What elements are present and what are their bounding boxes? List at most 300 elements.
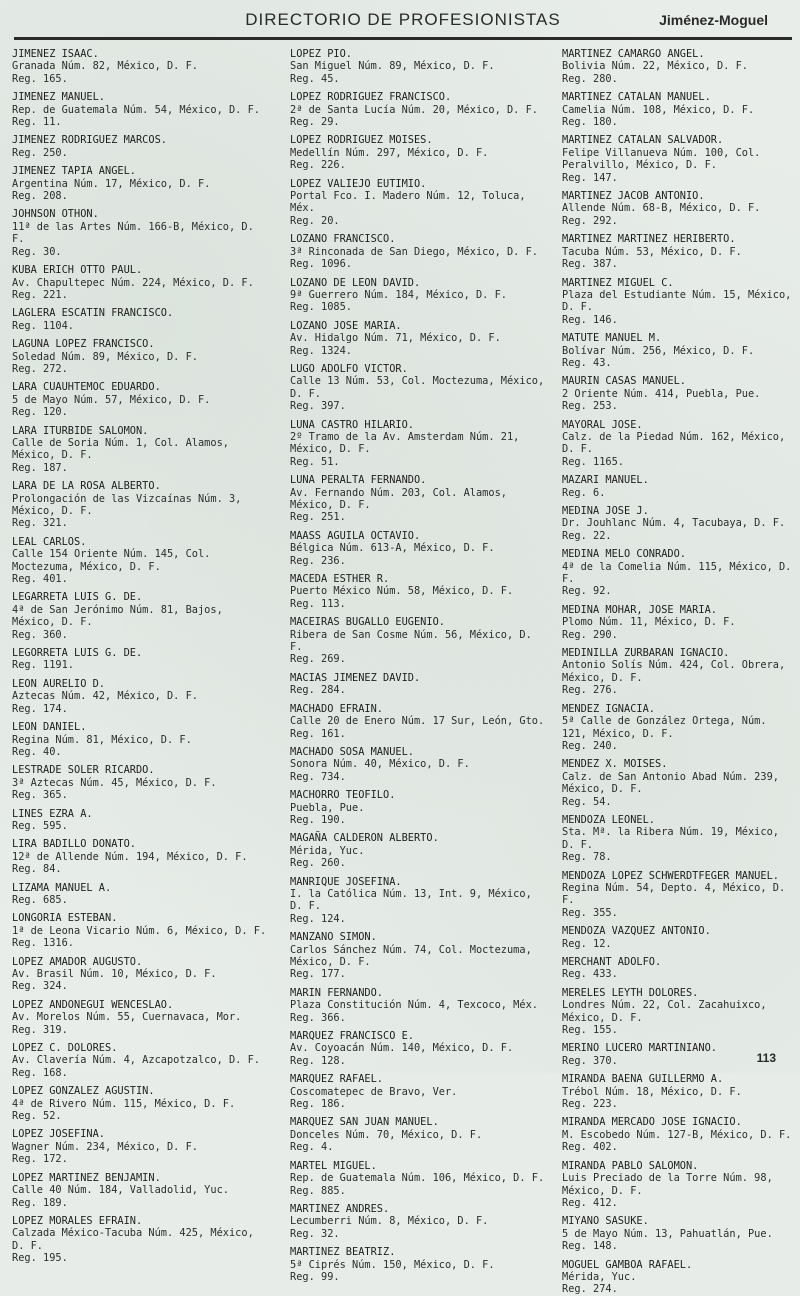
entry-registration: Reg. 51.	[290, 455, 340, 468]
entry-name: MARQUEZ FRANCISCO E.	[290, 1030, 414, 1043]
entry-name: JIMENEZ TAPIA ANGEL.	[12, 165, 136, 178]
directory-entry	[290, 419, 545, 469]
directory-entry	[290, 876, 545, 926]
directory-entry	[562, 474, 794, 499]
entry-address: 3ª Aztecas Núm. 45, México, D. F.	[12, 776, 217, 789]
entry-name: MOGUEL GAMBOA RAFAEL.	[562, 1258, 693, 1271]
directory-entry	[12, 956, 270, 993]
directory-entry	[290, 1203, 545, 1240]
entry-name: LAGLERA ESCATIN FRANCISCO.	[12, 307, 174, 320]
entry-registration: Reg. 387.	[562, 258, 618, 271]
entry-name: MAZARI MANUEL.	[562, 474, 649, 487]
entry-registration: Reg. 734.	[290, 770, 346, 783]
directory-entry	[12, 91, 270, 128]
entry-registration: Reg. 276.	[562, 684, 618, 697]
entry-registration: Reg. 226.	[290, 159, 346, 172]
entry-name: LOZANO JOSE MARIA.	[290, 319, 402, 332]
entry-name: LIZAMA MANUEL A.	[12, 881, 112, 894]
directory-entry	[12, 536, 270, 586]
directory-entry	[562, 925, 794, 950]
entry-registration: Reg. 6.	[562, 486, 606, 499]
entry-registration: Reg. 128.	[290, 1054, 346, 1067]
directory-entry	[562, 758, 794, 808]
entry-registration: Reg. 29.	[290, 116, 340, 129]
directory-entry	[562, 1160, 794, 1210]
entry-name: MARTINEZ ANDRES.	[290, 1202, 390, 1215]
entry-name: MANZANO SIMON.	[290, 931, 377, 944]
entry-name: LOPEZ VALIEJO EUTIMIO.	[290, 177, 427, 190]
entry-address: Av. Clavería Núm. 4, Azcapotzalco, D. F.	[12, 1054, 260, 1067]
entry-name: LOPEZ JOSEFINA.	[12, 1128, 105, 1141]
entry-registration: Reg. 30.	[12, 245, 62, 258]
entry-name: MARTEL MIGUEL.	[290, 1159, 377, 1172]
entry-address: Av. Morelos Núm. 55, Cuernavaca, Mor.	[12, 1011, 242, 1024]
entry-name: MAGAÑA CALDERON ALBERTO.	[290, 832, 439, 845]
entry-address: Prolongación de las Vizcaínas Núm. 3, México, D. F.	[12, 492, 242, 517]
entry-address: Regina Núm. 81, México, D. F.	[12, 733, 192, 746]
entry-registration: Reg. 250.	[12, 146, 68, 159]
entry-name: LEON AURELIO D.	[12, 677, 105, 690]
entry-name: MATUTE MANUEL M.	[562, 332, 662, 345]
entry-name: LUNA PERALTA FERNANDO.	[290, 474, 427, 487]
entry-name: MENDOZA LOPEZ SCHWERDTFEGER MANUEL.	[562, 869, 779, 882]
entry-registration: Reg. 355.	[562, 906, 618, 919]
name-range: Jiménez-Moguel	[659, 12, 768, 28]
directory-entry	[562, 1259, 794, 1296]
entry-registration: Reg. 595.	[12, 819, 68, 832]
entry-registration: Reg. 99.	[290, 1270, 340, 1283]
entry-registration: Reg. 290.	[562, 628, 618, 641]
entry-registration: Reg. 54.	[562, 795, 612, 808]
entry-address: Bolivia Núm. 22, México, D. F.	[562, 60, 748, 73]
directory-entry	[562, 870, 794, 920]
entry-address: Av. Fernando Núm. 203, Col. Alamos, México, D. F.	[290, 486, 507, 511]
entry-name: MERELES LEYTH DOLORES.	[562, 986, 699, 999]
header-rule	[14, 37, 792, 40]
directory-entry	[562, 703, 794, 753]
entry-registration: Reg. 1324.	[290, 344, 352, 357]
entry-address: Wagner Núm. 234, México, D. F.	[12, 1140, 198, 1153]
entry-name: MACHADO EFRAIN.	[290, 702, 383, 715]
entry-name: JOHNSON OTHON.	[12, 208, 99, 221]
directory-entry	[562, 604, 794, 641]
entry-address: 3ª Rinconada de San Diego, México, D. F.	[290, 245, 538, 258]
entry-name: MACEIRAS BUGALLO EUGENIO.	[290, 616, 445, 629]
entry-address: Dr. Jouhlanc Núm. 4, Tacubaya, D. F.	[562, 517, 786, 530]
entry-registration: Reg. 40.	[12, 745, 62, 758]
entry-registration: Reg. 4.	[290, 1141, 334, 1154]
entry-registration: Reg. 78.	[562, 851, 612, 864]
directory-entry	[12, 647, 270, 672]
entry-address: Donceles Núm. 70, México, D. F.	[290, 1128, 483, 1141]
entry-name: LOPEZ ANDONEGUI WENCESLAO.	[12, 998, 174, 1011]
entry-address: 4ª de San Jerónimo Núm. 81, Bajos, México, D. F.	[12, 603, 223, 629]
directory-entry	[12, 721, 270, 758]
entry-name: LOPEZ MORALES EFRAIN.	[12, 1214, 143, 1227]
entry-name: LOZANO FRANCISCO.	[290, 233, 396, 246]
entry-registration: Reg. 147.	[562, 171, 618, 184]
entry-address: Mérida, Yuc.	[290, 844, 365, 857]
entry-address: Felipe Villanueva Núm. 100, Col. Peralvillo, México, D. F.	[562, 146, 761, 172]
directory-entry	[562, 1116, 794, 1153]
entry-registration: Reg. 221.	[12, 288, 68, 301]
entry-address: 5 de Mayo Núm. 57, México, D. F.	[12, 393, 211, 406]
directory-entry	[12, 1042, 270, 1079]
entry-address: Carlos Sánchez Núm. 74, Col. Moctezuma, México, D. F.	[290, 943, 532, 968]
entry-address: 5ª Ciprés Núm. 150, México, D. F.	[290, 1258, 495, 1271]
directory-entry	[562, 419, 794, 469]
entry-name: MIRANDA BAENA GUILLERMO A.	[562, 1073, 724, 1086]
entry-registration: Reg. 412.	[562, 1196, 618, 1209]
entry-address: Calle 154 Oriente Núm. 145, Col. Moctezuma, México, D. F.	[12, 548, 211, 573]
directory-entry	[12, 1215, 270, 1265]
directory-entry	[12, 999, 270, 1036]
entry-address: Antonio Solís Núm. 424, Col. Obrera, México, D. F.	[562, 659, 786, 684]
entry-name: JIMENEZ RODRIGUEZ MARCOS.	[12, 134, 167, 147]
directory-entry	[12, 591, 270, 641]
entry-address: Calle 13 Núm. 53, Col. Moctezuma, México, D. F.	[290, 375, 545, 400]
entry-address: Aztecas Núm. 42, México, D. F.	[12, 690, 198, 703]
entry-name: LIRA BADILLO DONATO.	[12, 838, 136, 851]
entry-registration: Reg. 155.	[562, 1024, 618, 1037]
entry-registration: Reg. 260.	[290, 857, 346, 870]
directory-entry	[290, 363, 545, 413]
directory-entry	[562, 233, 794, 270]
entry-name: LOPEZ PIO.	[290, 48, 352, 60]
directory-entry	[290, 178, 545, 228]
entry-name: MACEDA ESTHER R.	[290, 573, 390, 586]
entry-name: LEGORRETA LUIS G. DE.	[12, 647, 143, 660]
entry-registration: Reg. 174.	[12, 702, 68, 715]
directory-entry	[12, 838, 270, 875]
entry-registration: Reg. 187.	[12, 461, 68, 474]
directory-entry	[562, 1073, 794, 1110]
directory-entry	[562, 375, 794, 412]
directory-entry	[290, 530, 545, 567]
directory-entry	[290, 616, 545, 666]
column-3	[562, 48, 794, 1296]
entry-address: 12ª de Allende Núm. 194, México, D. F.	[12, 850, 248, 863]
entry-name: LOZANO DE LEON DAVID.	[290, 276, 421, 289]
directory-entry	[290, 1246, 545, 1283]
entry-address: Av. Hidalgo Núm. 71, México, D. F.	[290, 332, 501, 345]
entry-address: 4ª de la Comelia Núm. 115, México, D. F.	[562, 560, 792, 586]
entry-name: MAURIN CASAS MANUEL.	[562, 375, 686, 388]
entry-registration: Reg. 223.	[562, 1098, 618, 1111]
entry-name: MARIN FERNANDO.	[290, 986, 383, 999]
entry-registration: Reg. 1191.	[12, 659, 74, 672]
entry-name: MENDEZ IGNACIA.	[562, 702, 655, 715]
entry-address: Mérida, Yuc.	[562, 1270, 637, 1283]
directory-entry	[290, 931, 545, 981]
entry-name: LINES EZRA A.	[12, 807, 93, 820]
entry-name: MEDINA MOHAR, JOSE MARIA.	[562, 603, 717, 616]
entry-name: LUGO ADOLFO VICTOR.	[290, 362, 408, 375]
entry-address: 2ª de Santa Lucía Núm. 20, México, D. F.	[290, 103, 538, 116]
directory-entry	[562, 505, 794, 542]
entry-name: KUBA ERICH OTTO PAUL.	[12, 264, 143, 277]
directory-entry	[290, 320, 545, 357]
entry-name: LOPEZ AMADOR AUGUSTO.	[12, 955, 143, 968]
entry-registration: Reg. 22.	[562, 529, 612, 542]
directory-entry	[12, 381, 270, 418]
entry-registration: Reg. 43.	[562, 356, 612, 369]
entry-name: LOPEZ C. DOLORES.	[12, 1042, 118, 1055]
entry-name: LAGUNA LOPEZ FRANCISCO.	[12, 338, 155, 351]
entry-name: MARTINEZ MARTINEZ HERIBERTO.	[562, 233, 736, 246]
directory-entry	[290, 233, 545, 270]
entry-registration: Reg. 146.	[562, 313, 618, 326]
entry-name: LOPEZ MARTINEZ BENJAMIN.	[12, 1171, 161, 1184]
entry-address: 9ª Guerrero Núm. 184, México, D. F.	[290, 288, 507, 301]
entry-name: MARQUEZ SAN JUAN MANUEL.	[290, 1116, 439, 1129]
directory-entry	[562, 48, 794, 85]
directory-entry	[290, 746, 545, 783]
entry-registration: Reg. 113.	[290, 597, 346, 610]
entry-name: MAYORAL JOSE.	[562, 418, 643, 431]
entry-registration: Reg. 12.	[562, 937, 612, 950]
directory-entry	[290, 987, 545, 1024]
entry-registration: Reg. 52.	[12, 1110, 62, 1123]
entry-address: Tacuba Núm. 53, México, D. F.	[562, 245, 742, 258]
entry-address: Calzada México-Tacuba Núm. 425, México, D. F.	[12, 1227, 254, 1252]
entry-registration: Reg. 180.	[562, 116, 618, 129]
entry-registration: Reg. 84.	[12, 863, 62, 876]
entry-name: MENDOZA LEONEL.	[562, 813, 655, 826]
entry-registration: Reg. 1316.	[12, 937, 74, 950]
entry-registration: Reg. 240.	[562, 739, 618, 752]
directory-entry	[12, 264, 270, 301]
entry-registration: Reg. 397.	[290, 400, 346, 413]
entry-name: LARA DE LA ROSA ALBERTO.	[12, 480, 161, 493]
entry-registration: Reg. 366.	[290, 1011, 346, 1024]
entry-address: Calle de Soria Núm. 1, Col. Alamos, México, D. F.	[12, 436, 229, 462]
entry-registration: Reg. 402.	[562, 1141, 618, 1154]
entry-registration: Reg. 208.	[12, 190, 68, 203]
entry-address: Puerto México Núm. 58, México, D. F.	[290, 585, 514, 598]
entry-registration: Reg. 319.	[12, 1023, 68, 1036]
entry-address: Plaza Constitución Núm. 4, Texcoco, Méx.	[290, 999, 538, 1012]
directory-entry	[12, 1128, 270, 1165]
entry-name: MIRANDA PABLO SALOMON.	[562, 1159, 699, 1172]
entry-address: Calle 40 Núm. 184, Valladolid, Yuc.	[12, 1184, 229, 1197]
directory-entry	[562, 956, 794, 981]
directory-entry	[12, 882, 270, 907]
entry-registration: Reg. 190.	[290, 813, 346, 826]
entry-name: LESTRADE SOLER RICARDO.	[12, 764, 155, 777]
entry-name: MEDINA MELO CONRADO.	[562, 548, 686, 561]
entry-address: I. la Católica Núm. 13, Int. 9, México, D. F.	[290, 887, 532, 913]
entry-registration: Reg. 236.	[290, 554, 346, 567]
column-2	[290, 48, 545, 1283]
entry-name: MENDEZ X. MOISES.	[562, 758, 668, 771]
entry-registration: Reg. 280.	[562, 72, 618, 85]
entry-registration: Reg. 1104.	[12, 319, 74, 332]
entry-address: 5 de Mayo Núm. 13, Pahuatlán, Pue.	[562, 1227, 773, 1240]
entry-address: Av. Chapultepec Núm. 224, México, D. F.	[12, 276, 254, 289]
entry-registration: Reg. 92.	[562, 585, 612, 598]
directory-entry	[290, 832, 545, 869]
column-1	[12, 48, 270, 1265]
directory-entry	[290, 789, 545, 826]
entry-address: Av. Coyoacán Núm. 140, México, D. F.	[290, 1042, 514, 1055]
directory-entry	[12, 764, 270, 801]
entry-name: LOPEZ GONZALEZ AGUSTIN.	[12, 1085, 155, 1098]
entry-name: LEAL CARLOS.	[12, 535, 87, 548]
directory-entry	[290, 703, 545, 740]
directory-entry	[12, 338, 270, 375]
entry-name: JIMENEZ ISAAC.	[12, 48, 99, 60]
entry-address: Calz. de San Antonio Abad Núm. 239, México, D. F.	[562, 770, 779, 796]
entry-name: MENDOZA VAZQUEZ ANTONIO.	[562, 925, 711, 938]
entry-address: Rep. de Guatemala Núm. 106, México, D. F.	[290, 1172, 545, 1185]
entry-name: MANRIQUE JOSEFINA.	[290, 875, 402, 888]
directory-entry	[12, 678, 270, 715]
entry-name: MERINO LUCERO MARTINIANO.	[562, 1042, 717, 1055]
entry-address: M. Escobedo Núm. 127-B, México, D. F.	[562, 1128, 792, 1141]
entry-registration: Reg. 124.	[290, 912, 346, 925]
entry-registration: Reg. 195.	[12, 1252, 68, 1265]
entry-registration: Reg. 885.	[290, 1184, 346, 1197]
entry-address: Sonora Núm. 40, México, D. F.	[290, 758, 470, 771]
entry-name: LARA ITURBIDE SALOMON.	[12, 424, 149, 437]
entry-name: LOPEZ RODRIGUEZ FRANCISCO.	[290, 91, 452, 104]
directory-entry	[562, 190, 794, 227]
entry-address: Plaza del Estudiante Núm. 15, México, D. F.	[562, 288, 792, 314]
entry-registration: Reg. 324.	[12, 980, 68, 993]
entry-address: Argentina Núm. 17, México, D. F.	[12, 177, 211, 190]
entry-name: LEON DANIEL.	[12, 721, 87, 734]
entry-name: MACHORRO TEOFILO.	[290, 789, 396, 802]
entry-registration: Reg. 292.	[562, 214, 618, 227]
entry-name: JIMENEZ MANUEL.	[12, 91, 105, 104]
entry-registration: Reg. 433.	[562, 968, 618, 981]
entry-name: MACHADO SOSA MANUEL.	[290, 745, 414, 758]
directory-entry	[12, 480, 270, 530]
entry-registration: Reg. 165.	[12, 72, 68, 85]
entry-name: MARQUEZ RAFAEL.	[290, 1073, 383, 1086]
directory-entry	[12, 425, 270, 475]
entry-address: Ribera de San Cosme Núm. 56, México, D. F.	[290, 628, 532, 654]
entry-address: Lecumberri Núm. 8, México, D. F.	[290, 1215, 489, 1228]
entry-name: MIYANO SASUKE.	[562, 1215, 649, 1228]
entry-address: Bolívar Núm. 256, México, D. F.	[562, 344, 755, 357]
directory-entry	[12, 1085, 270, 1122]
entry-registration: Reg. 177.	[290, 968, 346, 981]
entry-address: 11ª de las Artes Núm. 166-B, México, D. F.	[12, 220, 254, 246]
entry-address: Sta. Mª. la Ribera Núm. 19, México, D. F.	[562, 826, 779, 851]
directory-entry	[290, 48, 545, 85]
entry-address: Coscomatepec de Bravo, Ver.	[290, 1085, 458, 1098]
entry-name: LARA CUAUHTEMOC EDUARDO.	[12, 381, 161, 394]
entry-registration: Reg. 685.	[12, 893, 68, 906]
entry-registration: Reg. 168.	[12, 1066, 68, 1079]
entry-registration: Reg. 45.	[290, 72, 340, 85]
entry-registration: Reg. 370.	[562, 1054, 618, 1067]
directory-entry	[562, 987, 794, 1037]
entry-registration: Reg. 274.	[562, 1283, 618, 1296]
entry-registration: Reg. 1085.	[290, 301, 352, 314]
entry-name: MEDINILLA ZURBARAN IGNACIO.	[562, 647, 730, 660]
entry-address: Av. Brasil Núm. 10, México, D. F.	[12, 968, 217, 980]
entry-address: 1ª de Leona Vicario Núm. 6, México, D. F.	[12, 924, 267, 937]
entry-address: Bélgica Núm. 613-A, México, D. F.	[290, 542, 495, 555]
entry-registration: Reg. 1165.	[562, 455, 624, 468]
entry-address: Portal Fco. I. Madero Núm. 12, Toluca, Méx.	[290, 190, 526, 215]
entry-address: Calle 20 de Enero Núm. 17 Sur, León, Gto.	[290, 715, 545, 728]
entry-registration: Reg. 321.	[12, 517, 68, 530]
directory-entry	[290, 1073, 545, 1110]
entry-address: 2 Oriente Núm. 414, Puebla, Pue.	[562, 387, 761, 400]
entry-address: Trébol Núm. 18, México, D. F.	[562, 1085, 742, 1098]
entry-address: Plomo Núm. 11, México, D. F.	[562, 616, 736, 629]
directory-entry	[290, 1160, 545, 1197]
entry-name: MARTINEZ CAMARGO ANGEL.	[562, 48, 705, 60]
entry-registration: Reg. 284.	[290, 684, 346, 697]
entry-name: MARTINEZ MIGUEL C.	[562, 276, 674, 289]
entry-address: Rep. de Guatemala Núm. 54, México, D. F.	[12, 103, 260, 116]
directory-entry	[562, 1215, 794, 1252]
entry-address: Puebla, Pue.	[290, 801, 365, 814]
entry-registration: Reg. 1096.	[290, 258, 352, 271]
directory-entry	[12, 165, 270, 202]
page-number: 113	[756, 1051, 776, 1065]
entry-address: Allende Núm. 68-B, México, D. F.	[562, 202, 761, 215]
entry-name: MEDINA JOSE J.	[562, 505, 649, 517]
directory-entry	[12, 48, 270, 85]
entry-registration: Reg. 186.	[290, 1098, 346, 1111]
entry-registration: Reg. 253.	[562, 400, 618, 413]
directory-entry	[562, 91, 794, 128]
directory-entry	[290, 672, 545, 697]
directory-entry	[12, 208, 270, 258]
entry-registration: Reg. 251.	[290, 511, 346, 524]
entry-name: MARTINEZ CATALAN SALVADOR.	[562, 134, 724, 147]
directory-entry	[12, 134, 270, 159]
directory-entry	[290, 134, 545, 171]
entry-registration: Reg. 148.	[562, 1240, 618, 1253]
entry-address: 4ª de Rivero Núm. 115, México, D. F.	[12, 1097, 236, 1110]
directory-entry	[12, 808, 270, 833]
directory-entry	[290, 91, 545, 128]
page-title: DIRECTORIO DE PROFESIONISTAS	[245, 10, 561, 29]
entry-address: Londres Núm. 22, Col. Zacahuixco, México, D. F.	[562, 999, 767, 1024]
directory-entry	[290, 277, 545, 314]
entry-registration: Reg. 360.	[12, 628, 68, 641]
entry-name: LOPEZ RODRIGUEZ MOISES.	[290, 134, 433, 147]
directory-entry	[562, 647, 794, 697]
entry-registration: Reg. 365.	[12, 789, 68, 802]
directory-entry	[290, 1030, 545, 1067]
directory-entry	[562, 814, 794, 864]
entry-registration: Reg. 269.	[290, 653, 346, 666]
entry-registration: Reg. 11.	[12, 116, 62, 129]
entry-registration: Reg. 189.	[12, 1196, 68, 1209]
entry-address: 2º Tramo de la Av. Amsterdam Núm. 21, México, D. F.	[290, 430, 520, 456]
entry-address: 5ª Calle de González Ortega, Núm. 121, México, D. F.	[562, 715, 767, 740]
entry-name: LEGARRETA LUIS G. DE.	[12, 591, 143, 604]
directory-entry	[290, 1116, 545, 1153]
entry-name: MARTINEZ JACOB ANTONIO.	[562, 190, 705, 203]
entry-address: Regina Núm. 54, Depto. 4, México, D. F.	[562, 881, 786, 907]
directory-entry	[290, 474, 545, 524]
entry-name: LUNA CASTRO HILARIO.	[290, 418, 414, 431]
directory-entry	[12, 1172, 270, 1209]
directory-entry	[290, 573, 545, 610]
entry-address: Luis Preciado de la Torre Núm. 98, México, D. F.	[562, 1172, 773, 1197]
entry-name: MARTINEZ CATALAN MANUEL.	[562, 91, 711, 104]
entry-address: Soledad Núm. 89, México, D. F.	[12, 350, 198, 363]
